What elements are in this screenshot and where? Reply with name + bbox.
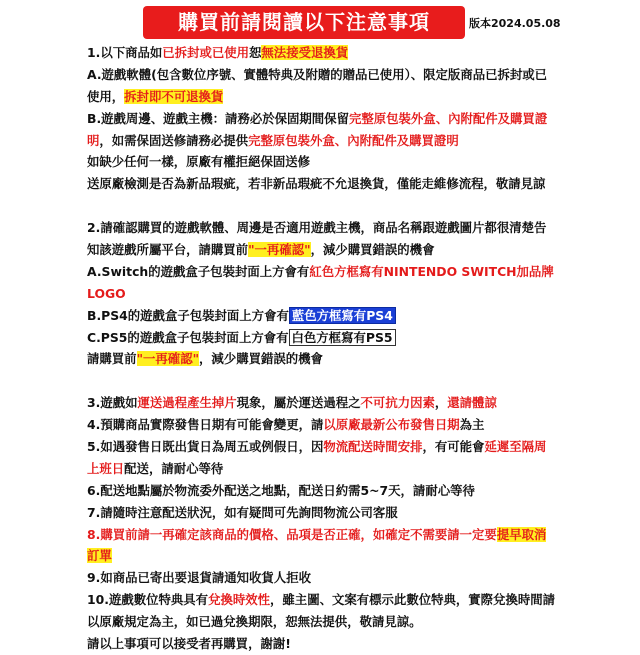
emphasis-text: 上班日 xyxy=(87,460,125,476)
text-segment: 請以上事項可以接受者再購買，謝謝! xyxy=(87,636,291,652)
text-segment: 請購買前 xyxy=(87,351,137,367)
text-segment: B.遊戲周邊、遊戲主機：請務必於保固期間保留 xyxy=(87,110,349,126)
text-segment: ，雖主圖、文案有標示此數位特典，實際兌換時間請 xyxy=(270,592,556,608)
text-segment: 10.遊戲數位特典具有 xyxy=(87,592,209,608)
text-segment: ，減少購買錯誤的機會 xyxy=(199,351,323,367)
notice-line xyxy=(87,436,635,458)
highlight-text: 拆封即不可退換貨 xyxy=(124,88,224,104)
notice-line xyxy=(87,611,635,633)
notice-line xyxy=(87,524,635,546)
emphasis-text: 8.購買前請一再確定該商品的價格、品項是否正確，如確定不需要請一定要 xyxy=(87,526,497,542)
notice-body xyxy=(87,42,635,655)
header xyxy=(0,6,640,40)
notice-line xyxy=(87,42,635,64)
notice-line xyxy=(87,217,635,239)
version-label: 版本2024.05.08 xyxy=(469,17,561,30)
highlight-text: 提早取消 xyxy=(496,526,547,542)
ps4-blue-box-label: 藍色方框寫有PS4 xyxy=(289,307,396,324)
notice-line xyxy=(87,130,635,152)
text-segment: B.PS4的遊戲盒子包裝封面上方會有 xyxy=(87,307,289,323)
notice-line xyxy=(87,633,635,655)
page-title: 購買前請閱讀以下注意事項 xyxy=(143,6,465,39)
text-segment: 4.預購商品實際發售日期有可能會變更，請 xyxy=(87,417,324,433)
text-segment: 為主 xyxy=(459,417,485,433)
notice-line xyxy=(87,392,635,414)
text-segment: C.PS5的遊戲盒子包裝封面上方會有 xyxy=(87,329,289,345)
notice-line xyxy=(87,86,635,108)
emphasis-text: 延遲至隔周 xyxy=(484,439,547,455)
text-segment: 3.遊戲如 xyxy=(87,395,138,411)
emphasis-text: LOGO xyxy=(87,285,126,301)
text-segment: ， xyxy=(434,395,448,411)
emphasis-text: 紅色方框寫有NINTENDO SWITCH加品牌 xyxy=(309,263,554,279)
notice-line xyxy=(87,305,635,327)
text-segment: 6.配送地點屬於物流委外配送之地點，配送日約需5~7天，請耐心等待 xyxy=(87,482,475,498)
text-segment: 知該遊戲所屬平台，請購買前 xyxy=(87,242,249,258)
notice-line xyxy=(87,414,635,436)
text-segment: A.遊戲軟體(包含數位序號、實體特典及附贈的贈品已使用）、限定版商品已拆封或已 xyxy=(87,66,548,82)
text-segment: 7.請隨時注意配送狀況，如有疑問可先詢問物流公司客服 xyxy=(87,504,398,520)
text-segment: 5.如遇發售日既出貨日為周五或例假日，因 xyxy=(87,439,324,455)
text-segment: 送原廠檢測是否為新品瑕疵，若非新品瑕疵不允退換貨，僅能走維修流程，敬請見諒 xyxy=(87,176,546,192)
notice-line xyxy=(87,502,635,524)
text-segment: 2.請確認購買的遊戲軟體、周邊是否適用遊戲主機，商品名稱跟遊戲圖片都很清楚告 xyxy=(87,220,547,236)
emphasis-text: 已拆封或已使用 xyxy=(162,45,250,60)
ps5-white-box-label: 白色方框寫有PS5 xyxy=(289,329,396,346)
notice-line xyxy=(87,348,635,370)
notice-line xyxy=(87,64,635,86)
notice-line xyxy=(87,589,635,611)
text-segment: 9.如商品已寄出要退貨請通知收貨人拒收 xyxy=(87,570,311,586)
text-segment: 現象，屬於運送過程之 xyxy=(236,395,361,411)
notice-line xyxy=(87,567,635,589)
emphasis-text: 以原廠最新公布發售日期 xyxy=(323,417,460,433)
highlight-text: 訂單 xyxy=(87,548,112,564)
text-segment: ，減少購買錯誤的機會 xyxy=(310,242,435,258)
emphasis-text: 物流配送時間安排 xyxy=(323,439,423,455)
text-segment: ，有可能會 xyxy=(422,439,485,455)
text-segment: ，如需保固送修請務必提供 xyxy=(99,132,249,148)
emphasis-text: 完整原包裝外盒、內附配件及購買證明 xyxy=(248,132,459,148)
text-segment: 配送，請耐心等待 xyxy=(124,460,224,476)
highlight-text: "一再確認" xyxy=(248,242,311,258)
notice-line xyxy=(87,480,635,502)
notice-line xyxy=(87,327,635,349)
emphasis-text: 不可抗力因素 xyxy=(360,395,435,411)
emphasis-text: 運送過程產生掉片 xyxy=(137,395,237,411)
notice-line xyxy=(87,151,635,173)
notice-line xyxy=(87,108,635,130)
notice-line xyxy=(87,239,635,261)
emphasis-text: 還請體諒 xyxy=(447,395,497,411)
notice-line xyxy=(87,173,635,195)
spacer xyxy=(87,370,635,392)
notice-line xyxy=(87,458,635,480)
emphasis-text: 明 xyxy=(87,132,100,148)
highlight-text: "一再確認" xyxy=(136,351,200,367)
text-segment: 以原廠規定為主，如已過兌換期限，恕無法提供，敬請見諒。 xyxy=(87,614,422,630)
emphasis-text: 兌換時效性 xyxy=(208,592,271,608)
text-segment: 如缺少任何一樣，原廠有權拒絕保固送修 xyxy=(87,154,311,170)
text-segment: 恕 xyxy=(249,45,262,60)
text-segment: 使用， xyxy=(87,88,125,104)
highlight-text: 無法接受退換貨 xyxy=(261,45,349,60)
text-segment: 1.以下商品如 xyxy=(87,45,163,60)
emphasis-text: 完整原包裝外盒、內附配件及購買證 xyxy=(348,110,548,126)
notice-line xyxy=(87,261,635,283)
text-segment: A.Switch的遊戲盒子包裝封面上方會有 xyxy=(87,263,310,279)
notice-line xyxy=(87,283,635,305)
notice-line xyxy=(87,545,635,567)
spacer xyxy=(87,195,635,217)
